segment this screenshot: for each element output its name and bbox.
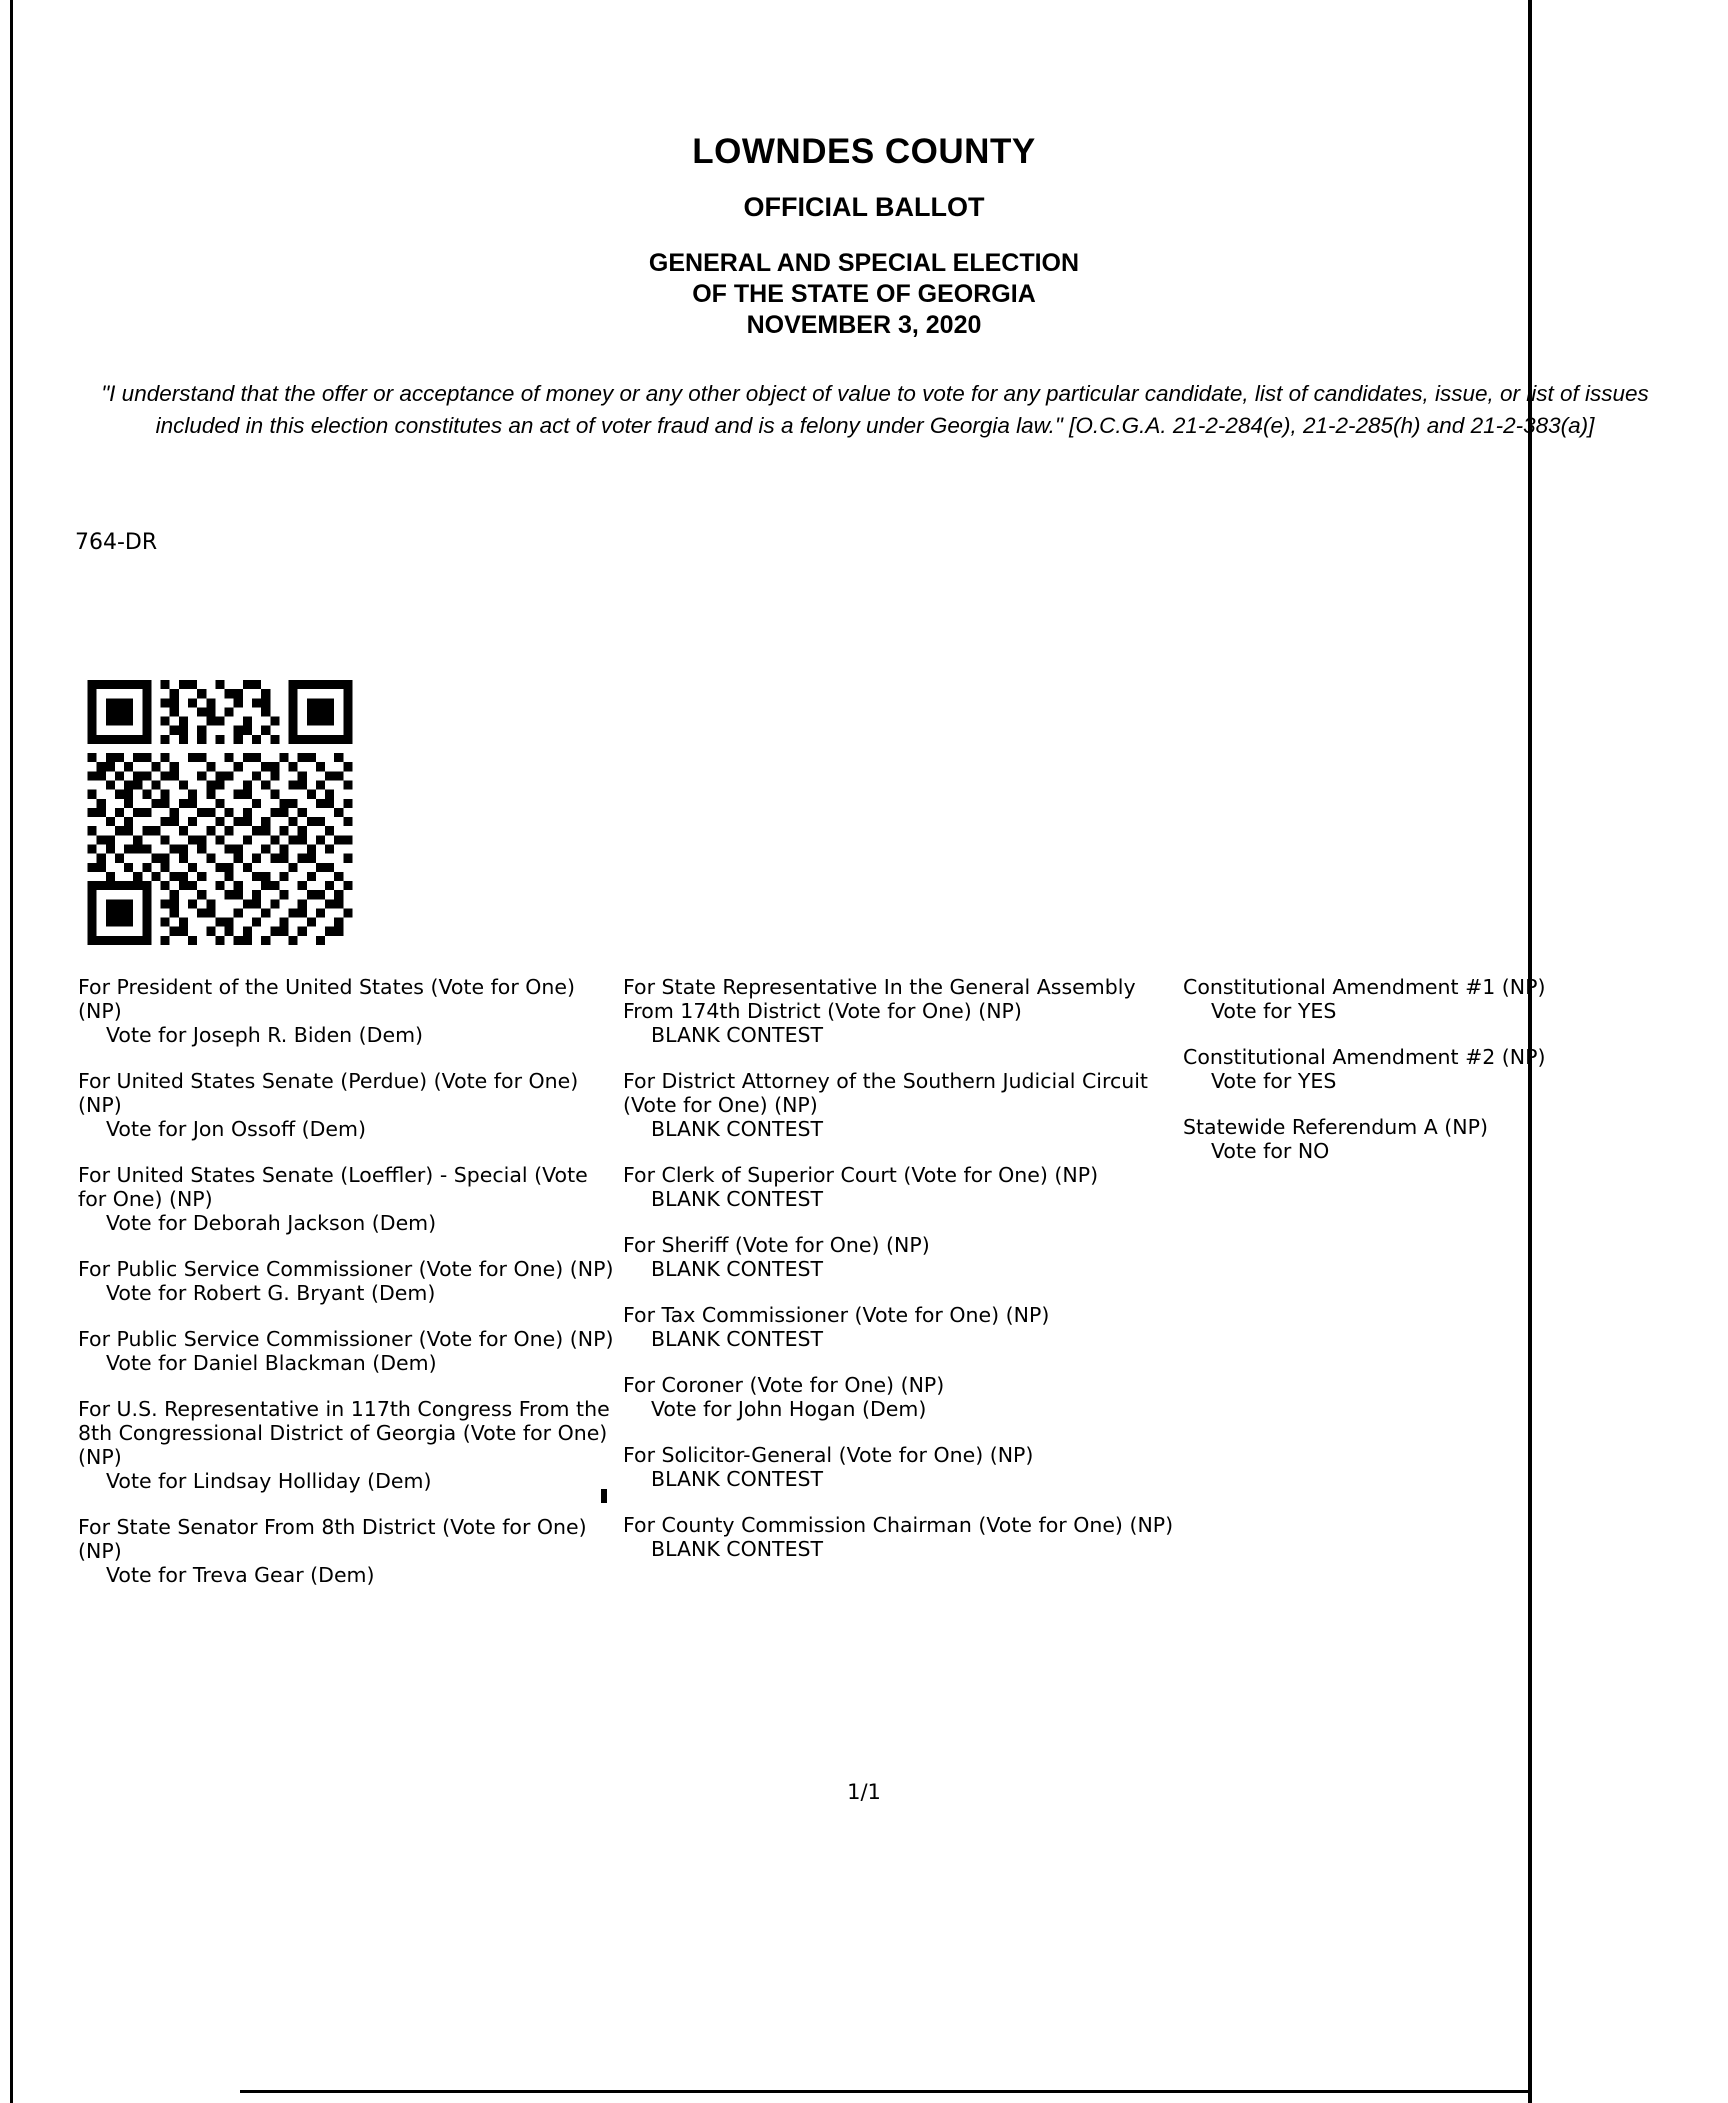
election-date: NOVEMBER 3, 2020 <box>746 311 982 339</box>
contest-item <box>78 975 618 1047</box>
contest-title: For Solicitor-General (Vote for One) (NP) <box>623 1443 1034 1467</box>
contest-column-3 <box>1183 975 1658 1185</box>
contest-title: For District Attorney of the Southern Judicial Circuit (Vote for One) (NP) <box>623 1069 1148 1117</box>
ballot-id: 764-DR <box>75 530 158 555</box>
contest-item <box>623 1163 1183 1211</box>
contest-item <box>623 975 1183 1047</box>
contest-choice: BLANK CONTEST <box>651 1023 824 1047</box>
county-heading: LOWNDES COUNTY <box>692 132 1036 171</box>
contest-item <box>623 1233 1183 1281</box>
contest-title: For President of the United States (Vote for One) (NP) <box>78 975 576 1023</box>
contest-item <box>623 1069 1183 1141</box>
contest-item <box>78 1397 618 1493</box>
contest-title: Constitutional Amendment #1 (NP) <box>1183 975 1546 999</box>
contest-choice: Vote for Jon Ossoff (Dem) <box>106 1117 366 1141</box>
contest-item <box>623 1513 1183 1561</box>
contest-choice: Vote for YES <box>1211 1069 1337 1093</box>
contest-choice: Vote for NO <box>1211 1139 1330 1163</box>
contest-title: Constitutional Amendment #2 (NP) <box>1183 1045 1546 1069</box>
contest-item <box>1183 975 1658 1023</box>
contest-item <box>623 1303 1183 1351</box>
qr-code-icon <box>80 680 360 945</box>
voter-oath-text: "I understand that the offer or acceptance of money or any other object of value to vote for any particular candidate, list of candidates, issue, or list of issues included in this election constitutes an act of voter fraud and is a felony under Georgia law." [O.C.G.A. 21-2-284(e), 21-2-285(h) and 21-2-383(a)] <box>101 381 1649 438</box>
contest-item <box>78 1069 618 1141</box>
contest-item <box>78 1257 618 1305</box>
contest-choice: Vote for YES <box>1211 999 1337 1023</box>
contest-title: Statewide Referendum A (NP) <box>1183 1115 1488 1139</box>
contest-choice: Vote for Robert G. Bryant (Dem) <box>106 1281 436 1305</box>
contest-choice: BLANK CONTEST <box>651 1327 824 1351</box>
contest-item <box>1183 1045 1658 1093</box>
contest-item <box>78 1327 618 1375</box>
contest-title: For U.S. Representative in 117th Congress From the 8th Congressional District of Georgia (Vote for One) (NP) <box>78 1397 610 1469</box>
contest-choice: Vote for Daniel Blackman (Dem) <box>106 1351 437 1375</box>
contest-title: For Tax Commissioner (Vote for One) (NP) <box>623 1303 1050 1327</box>
contest-choice: Vote for Joseph R. Biden (Dem) <box>106 1023 424 1047</box>
contest-title: For State Representative In the General Assembly From 174th District (Vote for One) (NP) <box>623 975 1136 1023</box>
election-title-line2: OF THE STATE OF GEORGIA <box>692 280 1036 308</box>
ballot-type-heading: OFFICIAL BALLOT <box>743 192 985 222</box>
contest-title: For Coroner (Vote for One) (NP) <box>623 1373 945 1397</box>
contest-item <box>1183 1115 1658 1163</box>
contest-choice: Vote for Treva Gear (Dem) <box>106 1563 375 1587</box>
election-title-line1: GENERAL AND SPECIAL ELECTION <box>648 249 1080 277</box>
contest-title: For Clerk of Superior Court (Vote for One) (NP) <box>623 1163 1099 1187</box>
contest-title: For Public Service Commissioner (Vote for One) (NP) <box>78 1327 614 1351</box>
contest-title: For United States Senate (Perdue) (Vote for One) (NP) <box>78 1069 579 1117</box>
contest-item <box>623 1373 1183 1421</box>
contest-choice: BLANK CONTEST <box>651 1257 824 1281</box>
contest-choice: BLANK CONTEST <box>651 1467 824 1491</box>
election-heading <box>0 248 1728 341</box>
contest-title: For United States Senate (Loeffler) - Special (Vote for One) (NP) <box>78 1163 588 1211</box>
contest-choice: BLANK CONTEST <box>651 1187 824 1211</box>
contest-column-2 <box>623 975 1183 1583</box>
contest-item <box>623 1443 1183 1491</box>
contest-item <box>78 1163 618 1235</box>
contest-title: For County Commission Chairman (Vote for One) (NP) <box>623 1513 1174 1537</box>
page-number: 1/1 <box>847 1780 881 1804</box>
contest-choice: Vote for Lindsay Holliday (Dem) <box>106 1469 432 1493</box>
contest-item <box>78 1515 618 1587</box>
stray-scan-mark <box>601 1489 607 1503</box>
contest-choice: Vote for John Hogan (Dem) <box>651 1397 927 1421</box>
contest-choice: BLANK CONTEST <box>651 1117 824 1141</box>
contest-title: For State Senator From 8th District (Vote for One) (NP) <box>78 1515 587 1563</box>
contest-choice: BLANK CONTEST <box>651 1537 824 1561</box>
contest-choice: Vote for Deborah Jackson (Dem) <box>106 1211 437 1235</box>
contest-column-1 <box>78 975 618 1609</box>
contest-title: For Public Service Commissioner (Vote for One) (NP) <box>78 1257 614 1281</box>
contest-title: For Sheriff (Vote for One) (NP) <box>623 1233 930 1257</box>
